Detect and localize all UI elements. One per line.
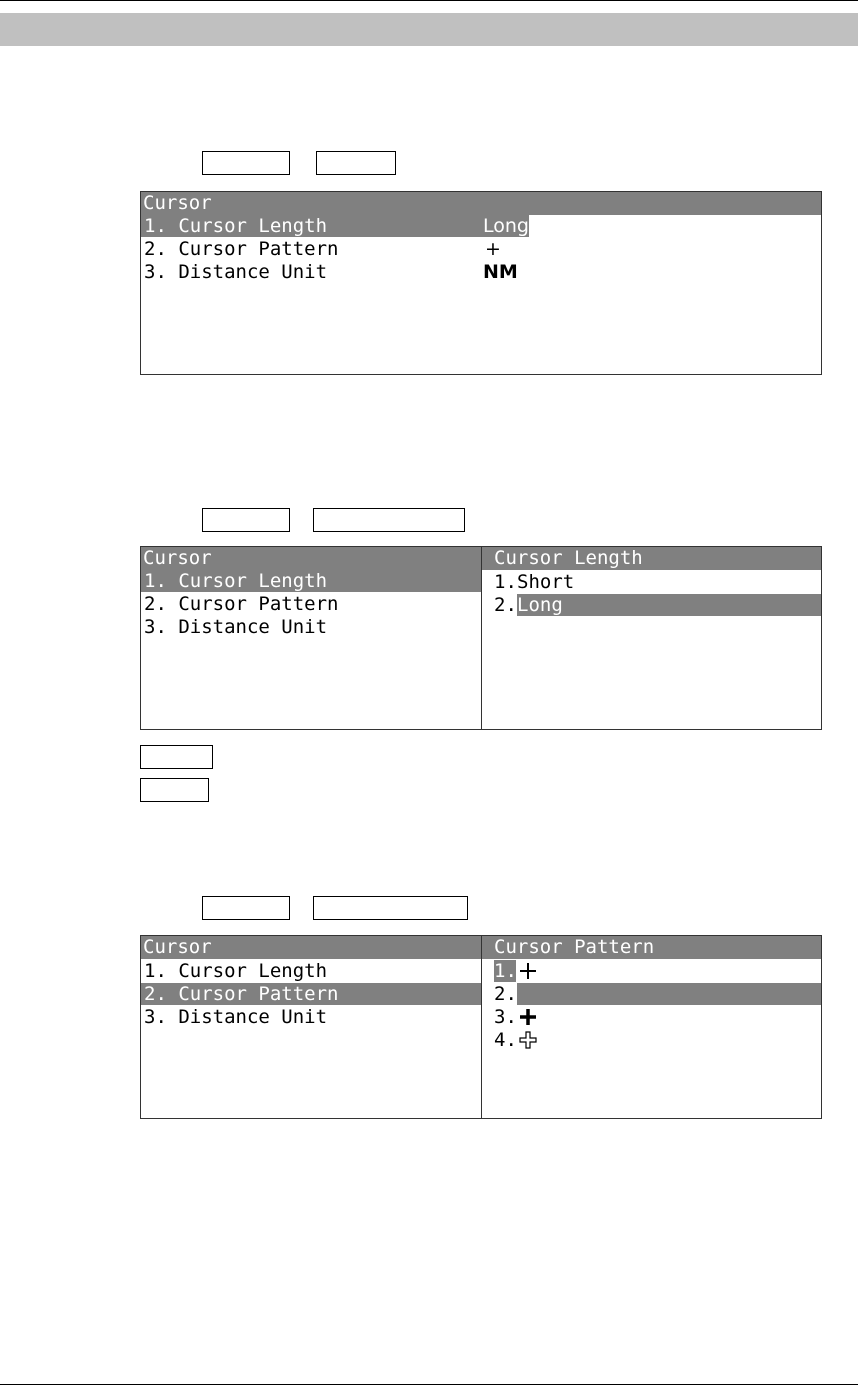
menu-item-cursor-pattern[interactable]: 2. Cursor Pattern [141,983,481,1005]
menu-item-cursor-pattern[interactable]: 2. Cursor Pattern [144,593,339,615]
cursor-length-panel [140,546,822,730]
menu-item-cursor-length[interactable]: 1. Cursor Length [141,570,481,592]
key-box-2d[interactable] [140,778,209,802]
option-number: 4. [494,1029,517,1051]
plus-icon: + [485,238,501,260]
key-box-3b[interactable] [313,896,468,920]
top-rule [0,0,858,1]
option-number: 2. [494,983,517,1005]
outline-cross-icon [563,1005,583,1027]
cursor-pattern-panel [140,935,822,1119]
bold-cross-icon[interactable] [518,1006,538,1028]
key-box-1a[interactable] [202,151,290,175]
panel-title: Cursor [141,936,481,959]
panel-title: Cursor [141,547,481,570]
submenu-title: Cursor Length [482,547,821,570]
thin-cross-icon[interactable] [518,960,538,982]
submenu-title: Cursor Pattern [482,936,821,959]
panel-divider [481,936,482,1118]
menu-item-distance-unit[interactable]: 3. Distance Unit [144,616,328,638]
bottom-rule [0,1384,858,1385]
key-box-3a[interactable] [202,896,290,920]
panel-title: Cursor [141,192,821,215]
header-band [0,13,858,46]
option-selected-bar[interactable] [517,983,822,1005]
hollow-cross-icon[interactable] [518,1029,538,1051]
menu-item-cursor-pattern[interactable]: 2. Cursor Pattern [144,238,339,260]
menu-item-cursor-length[interactable]: 1. Cursor Length [144,960,328,982]
value-distance-unit: NM [483,261,518,283]
panel-divider [481,547,482,729]
cursor-menu-panel [140,191,822,375]
menu-item-cursor-length[interactable]: 1. Cursor Length [141,215,481,237]
option-number: 1. [494,571,517,593]
key-box-2a[interactable] [202,508,290,532]
option-number: 1. [494,960,517,982]
key-box-2b[interactable] [313,508,465,532]
option-long[interactable]: Long [517,594,822,616]
menu-item-distance-unit[interactable]: 3. Distance Unit [144,261,328,283]
option-number: 3. [494,1006,517,1028]
menu-item-distance-unit[interactable]: 3. Distance Unit [144,1006,328,1028]
key-box-1b[interactable] [316,151,396,175]
key-box-2c[interactable] [140,745,213,769]
option-number: 2. [494,594,517,616]
value-cursor-length: Long [483,215,529,237]
option-short[interactable]: Short [517,571,575,593]
